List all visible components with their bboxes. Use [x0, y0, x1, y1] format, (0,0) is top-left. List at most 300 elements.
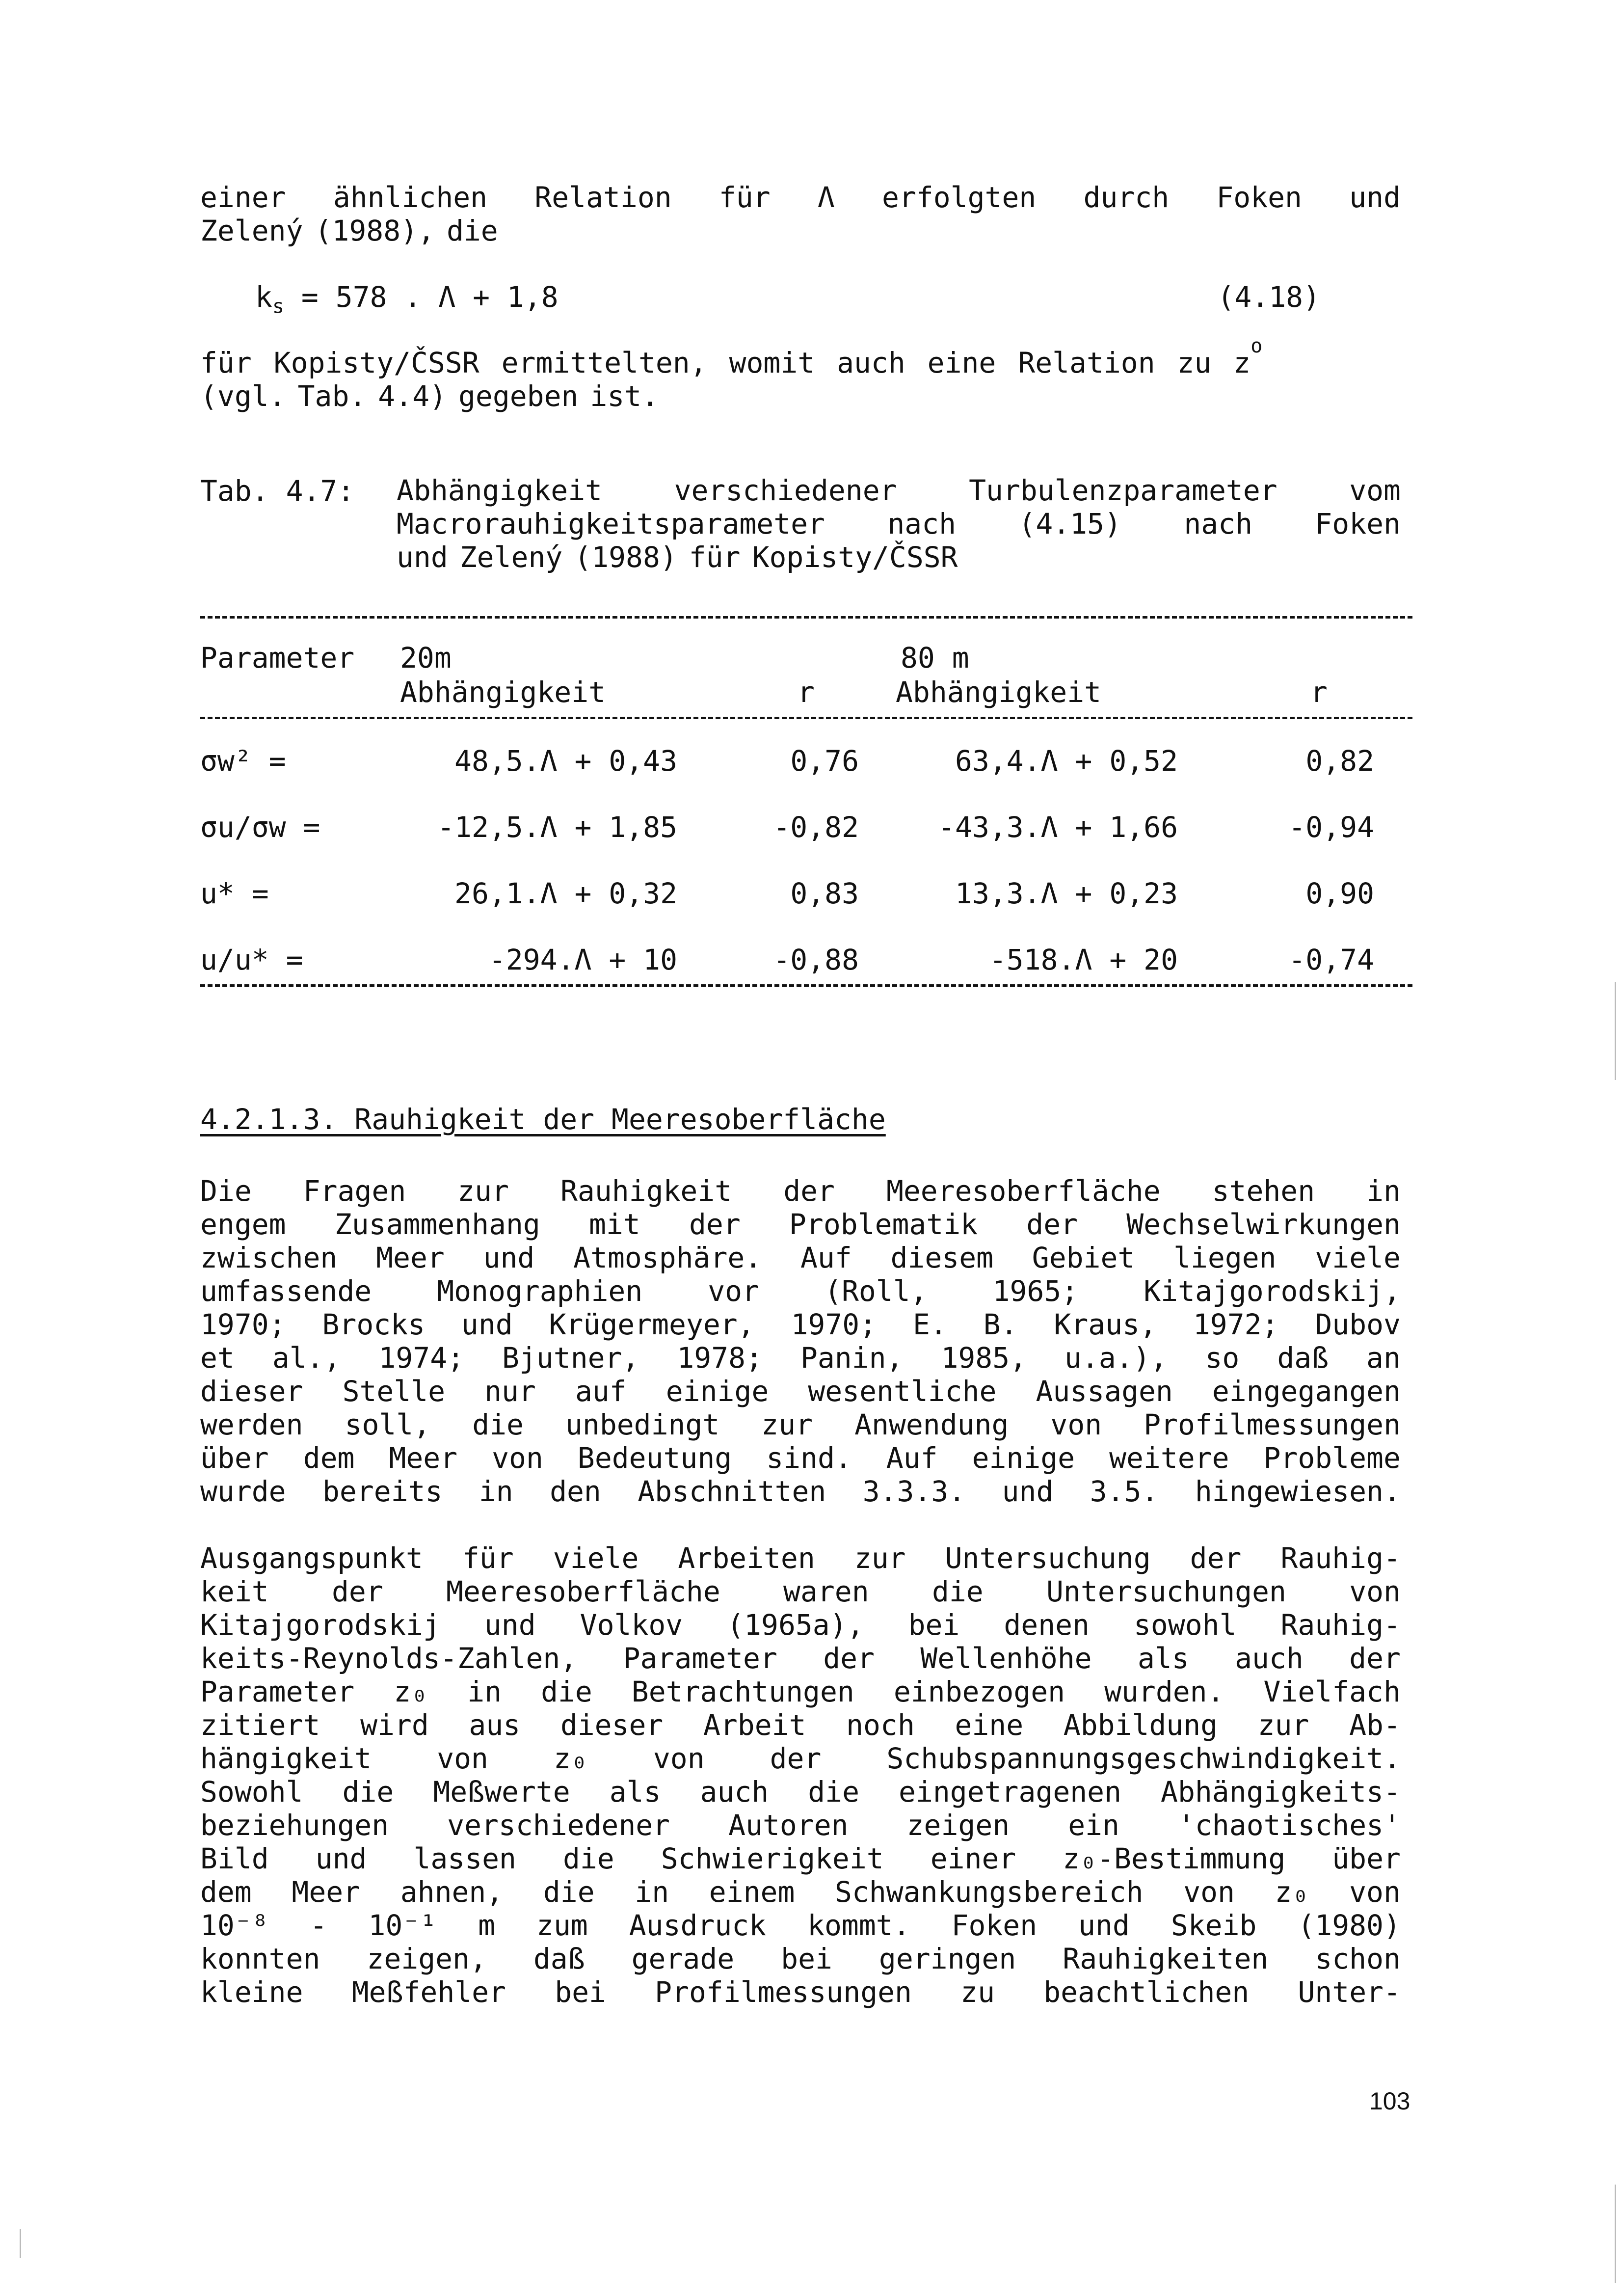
word: nach — [1184, 507, 1252, 540]
word: Arbeiten — [678, 1541, 815, 1575]
word: Meeresoberfläche — [886, 1174, 1161, 1208]
word: und — [315, 1842, 367, 1875]
word: hingewiesen. — [1195, 1475, 1401, 1508]
word: Rauhigkeiten — [1063, 1942, 1269, 1975]
word: durch — [1083, 181, 1170, 214]
word: einer — [930, 1842, 1016, 1875]
word: der — [331, 1575, 383, 1608]
word: Kopisty/ČSSR — [752, 540, 958, 574]
table-caption-text — [397, 474, 1412, 574]
table-cell-r20: 0,83 — [790, 877, 859, 910]
word: umfassende — [200, 1274, 372, 1308]
word: von — [1183, 1875, 1235, 1909]
word: vom — [1349, 474, 1401, 507]
word: Foken — [1216, 181, 1302, 214]
paragraph-2 — [200, 1541, 1412, 2009]
word: werden — [200, 1408, 303, 1441]
word: Fragen — [303, 1174, 406, 1208]
table-header-20m: 20m — [400, 641, 452, 675]
word: erfolgten — [882, 181, 1037, 214]
word: stehen — [1212, 1174, 1315, 1208]
word: bereits — [322, 1475, 443, 1508]
text-line — [397, 474, 1412, 507]
text-line — [200, 1708, 1412, 1742]
word: Parameter — [200, 1675, 355, 1708]
word: für — [689, 540, 741, 574]
word: keits-Reynolds-Zahlen, — [200, 1642, 578, 1675]
word: Λ — [817, 181, 835, 214]
word: in — [479, 1475, 513, 1508]
text-line — [200, 1742, 1412, 1775]
word: Kitajgorodskij, — [1144, 1274, 1401, 1308]
word: Relation — [534, 181, 672, 214]
word: Gebiet — [1032, 1241, 1135, 1274]
table-header-dep-80: Abhängigkeit — [896, 675, 1102, 709]
word: für — [718, 181, 771, 214]
text-line — [200, 1375, 1412, 1408]
word: und — [483, 1241, 535, 1274]
word: Volkov — [580, 1608, 683, 1642]
word: beziehungen — [200, 1809, 389, 1842]
text-line — [200, 1174, 1412, 1208]
word: über — [1332, 1842, 1401, 1875]
word: (Roll, — [825, 1274, 928, 1308]
word: Abhängigkeit — [397, 474, 603, 507]
word: z₀ — [1275, 1875, 1309, 1909]
word: vor — [708, 1274, 760, 1308]
word: liegen — [1173, 1241, 1277, 1274]
word: Arbeit — [703, 1708, 806, 1742]
word: einige — [665, 1375, 769, 1408]
word: Rauhig- — [1280, 1541, 1401, 1575]
table-cell-dep20: -12,5.Λ + 1,85 — [437, 810, 677, 844]
word: Parameter — [623, 1642, 777, 1675]
word: zur — [761, 1408, 813, 1441]
word: ein — [1068, 1809, 1119, 1842]
word: lassen — [413, 1842, 516, 1875]
word: Auf — [886, 1441, 938, 1475]
table-cell-dep80: -518.Λ + 20 — [989, 943, 1178, 976]
word: daß — [533, 1942, 585, 1975]
word: eingegangen — [1212, 1375, 1401, 1408]
word: Rauhigkeit — [560, 1174, 732, 1208]
intro-paragraph — [200, 181, 1412, 247]
word: Die — [200, 1174, 252, 1208]
table-cell-dep20: 26,1.Λ + 0,32 — [454, 877, 677, 910]
word: 1974; — [378, 1341, 465, 1375]
word: Auf — [800, 1241, 852, 1274]
text-line — [200, 1842, 1412, 1875]
word: zwischen — [200, 1241, 338, 1274]
word: als — [609, 1775, 661, 1809]
word: und — [397, 540, 448, 574]
word: wurden. — [1104, 1675, 1224, 1708]
word: Bedeutung — [577, 1441, 732, 1475]
word: Ausgangspunkt — [200, 1541, 423, 1575]
word: in — [467, 1675, 502, 1708]
word: 3.3.3. — [862, 1475, 966, 1508]
text-line — [200, 1809, 1412, 1842]
word: Problematik — [789, 1208, 978, 1241]
scan-edge-mark — [20, 2229, 21, 2258]
word: bei — [555, 1975, 606, 2009]
word: geringen — [878, 1942, 1016, 1975]
equation-rhs: = 578 . Λ + 1,8 — [284, 280, 559, 314]
word: nur — [484, 1375, 536, 1408]
word: B. — [983, 1308, 1018, 1341]
word: Ausdruck — [629, 1909, 767, 1942]
text-line — [200, 214, 1412, 247]
word: Meßfehler — [351, 1975, 506, 2009]
word: viele — [553, 1541, 639, 1575]
word: Betrachtungen — [631, 1675, 854, 1708]
word: Schwankungsbereich — [835, 1875, 1144, 1909]
table-cell-r80: -0,74 — [1288, 943, 1374, 976]
word: an — [1366, 1341, 1401, 1375]
word: hängigkeit — [200, 1742, 372, 1775]
word: wird — [360, 1708, 429, 1742]
word: Probleme — [1263, 1441, 1401, 1475]
word: nach — [887, 507, 957, 540]
table-cell-dep80: 63,4.Λ + 0,52 — [955, 744, 1178, 778]
word: Zelený — [459, 540, 563, 574]
word: u.a.), — [1064, 1341, 1168, 1375]
word: die — [472, 1408, 524, 1441]
text-line — [200, 1975, 1412, 2009]
text-line — [200, 1775, 1412, 1809]
table-cell-dep80: -43,3.Λ + 1,66 — [938, 810, 1178, 844]
word: beachtlichen — [1043, 1975, 1250, 2009]
text-line — [200, 181, 1412, 214]
text-line — [200, 1675, 1412, 1708]
equation-subscript: s — [272, 295, 285, 318]
word: zur — [457, 1174, 509, 1208]
word: Tab. — [297, 379, 367, 413]
word: z₀-Bestimmung — [1063, 1842, 1286, 1875]
word: Monographien — [437, 1274, 643, 1308]
word: diesem — [890, 1241, 994, 1274]
word: 1978; — [677, 1341, 763, 1375]
word: bei — [908, 1608, 960, 1642]
word: Profilmessungen — [655, 1975, 912, 2009]
word: einer — [200, 181, 286, 214]
text-fragment: für Kopisty/ČSSR ermittelten, womit auch eine Relation zu z — [200, 346, 1251, 379]
table-cell-r80: 0,82 — [1305, 744, 1374, 778]
text-line — [397, 540, 1412, 574]
word: Abhängigkeits- — [1161, 1775, 1401, 1809]
table-header-dep-20: Abhängigkeit — [400, 675, 606, 709]
word: Foken — [1315, 507, 1401, 540]
word: 'chaotisches' — [1178, 1809, 1401, 1842]
word: von — [1050, 1408, 1102, 1441]
word: soll, — [345, 1408, 431, 1441]
section-heading: 4.2.1.3. Rauhigkeit der Meeresoberfläche — [200, 1103, 886, 1136]
word: Krügermeyer, — [549, 1308, 755, 1341]
word: Meßwerte — [433, 1775, 570, 1809]
word: Zusammenhang — [334, 1208, 540, 1241]
word: und — [1002, 1475, 1054, 1508]
word: der — [770, 1742, 822, 1775]
table-cell-param: u* = — [200, 877, 269, 910]
word: in — [1366, 1174, 1401, 1208]
word: 1965; — [992, 1274, 1079, 1308]
word: die — [931, 1575, 984, 1608]
word: Meer — [389, 1441, 458, 1475]
word: den — [550, 1475, 601, 1508]
table-cell-r20: -0,88 — [773, 943, 859, 976]
word: die — [541, 1675, 592, 1708]
word: Skeib — [1171, 1909, 1257, 1942]
text-line — [200, 1341, 1412, 1375]
page-number: 103 — [1369, 2087, 1410, 2115]
table-cell-param: u/u* = — [200, 943, 303, 976]
word: weitere — [1109, 1441, 1229, 1475]
word: denen — [1004, 1608, 1090, 1642]
word: ahnen, — [400, 1875, 504, 1909]
word: zeigen — [906, 1809, 1010, 1842]
word: Zelený — [200, 214, 303, 247]
table-cell-param: σu/σw = — [200, 810, 320, 844]
word: von — [1349, 1575, 1401, 1608]
word: Kitajgorodskij — [200, 1608, 440, 1642]
text-line — [200, 379, 1412, 413]
word: ist. — [590, 379, 659, 413]
word: daß — [1277, 1341, 1329, 1375]
table-cell-dep80: 13,3.Λ + 0,23 — [955, 877, 1178, 910]
word: auch — [700, 1775, 769, 1809]
word: eingetragenen — [899, 1775, 1121, 1809]
word: zum — [536, 1909, 588, 1942]
word: Macrorauhigkeitsparameter — [397, 507, 825, 540]
word: zur — [854, 1541, 906, 1575]
word: Meeresoberfläche — [446, 1575, 720, 1608]
word: 10⁻¹ — [368, 1909, 437, 1942]
word: z₀ — [554, 1742, 588, 1775]
word: Stelle — [342, 1375, 446, 1408]
table-rule-bottom — [200, 984, 1412, 987]
word: wesentliche — [808, 1375, 997, 1408]
equation-number: (4.18) — [1217, 280, 1320, 314]
word: und — [1078, 1909, 1130, 1942]
text-line — [200, 1475, 1412, 1508]
equation-symbol: k — [255, 280, 272, 314]
text-line — [200, 335, 1412, 379]
word: noch — [846, 1708, 915, 1742]
word: konnten — [200, 1942, 320, 1975]
text-line — [200, 1875, 1412, 1909]
word: (1980) — [1298, 1909, 1401, 1942]
table-label: Tab. 4.7: — [200, 474, 355, 508]
word: und — [461, 1308, 513, 1341]
word: Atmosphäre. — [573, 1241, 762, 1274]
text-line — [200, 1608, 1412, 1642]
text-line — [200, 1541, 1412, 1575]
word: einige — [972, 1441, 1075, 1475]
word: mit — [589, 1208, 640, 1241]
word: auf — [575, 1375, 627, 1408]
word: einbezogen — [893, 1675, 1065, 1708]
table-cell-r80: -0,94 — [1288, 810, 1374, 844]
word: schon — [1315, 1942, 1401, 1975]
word: von — [653, 1742, 705, 1775]
word: Autoren — [728, 1809, 849, 1842]
word: der — [783, 1174, 835, 1208]
table-rule-header — [200, 717, 1412, 719]
word: die — [543, 1875, 595, 1909]
word: von — [437, 1742, 488, 1775]
word: die — [342, 1775, 394, 1809]
word: Foken — [951, 1909, 1038, 1942]
word: Anwendung — [854, 1408, 1009, 1441]
word: 10⁻⁸ — [200, 1909, 269, 1942]
word: (1965a), — [727, 1608, 864, 1642]
word: Abbildung — [1063, 1708, 1218, 1742]
word: dem — [200, 1875, 252, 1909]
word: der — [1349, 1642, 1401, 1675]
table-cell-r20: 0,76 — [790, 744, 859, 778]
text-line — [200, 1942, 1412, 1975]
word: bei — [781, 1942, 832, 1975]
equation-expression — [255, 280, 559, 318]
word: viele — [1315, 1241, 1401, 1274]
word: unbedingt — [565, 1408, 720, 1441]
table-cell-dep20: -294.Λ + 10 — [488, 943, 677, 976]
word: so — [1205, 1341, 1240, 1375]
word: waren — [783, 1575, 869, 1608]
word: Dubov — [1315, 1308, 1401, 1341]
word: wurde — [200, 1475, 286, 1508]
word: verschiedener — [674, 474, 897, 507]
word: E. — [912, 1308, 947, 1341]
word: auch — [1235, 1642, 1304, 1675]
word: Schubspannungsgeschwindigkeit. — [886, 1742, 1401, 1775]
table-header-r-80: r — [1310, 675, 1328, 709]
word: der — [1190, 1541, 1242, 1575]
word: zitiert — [200, 1708, 320, 1742]
word: Meer — [376, 1241, 445, 1274]
text-line — [200, 1308, 1412, 1341]
table-cell-r80: 0,90 — [1305, 877, 1374, 910]
subscript: o — [1251, 335, 1263, 357]
word: Panin, — [800, 1341, 904, 1375]
table-cell-r20: -0,82 — [773, 810, 859, 844]
text-line — [397, 507, 1412, 540]
word: zeigen, — [367, 1942, 487, 1975]
word: Untersuchungen — [1046, 1575, 1286, 1608]
word: dem — [303, 1441, 355, 1475]
word: (1988), — [315, 214, 435, 247]
word: Ab- — [1349, 1708, 1401, 1742]
word: dieser — [560, 1708, 664, 1742]
text-line — [200, 1909, 1412, 1942]
paragraph-1 — [200, 1174, 1412, 1508]
word: einem — [709, 1875, 795, 1909]
text-line — [200, 1241, 1412, 1274]
word: kleine — [200, 1975, 303, 2009]
word: kommt. — [807, 1909, 910, 1942]
scan-edge-mark — [1615, 982, 1616, 1080]
word: 1972; — [1193, 1308, 1279, 1341]
table-rule-top — [200, 616, 1412, 619]
word: Brocks — [322, 1308, 426, 1341]
word: et — [200, 1341, 235, 1375]
word: Meer — [292, 1875, 361, 1909]
table-header-r-20: r — [798, 675, 815, 709]
word: zur — [1257, 1708, 1309, 1742]
word: 3.5. — [1090, 1475, 1159, 1508]
word: für — [462, 1541, 514, 1575]
word: der — [1026, 1208, 1078, 1241]
text-line — [200, 1642, 1412, 1675]
word: 4.4) — [378, 379, 447, 413]
word: Unter- — [1298, 1975, 1401, 2009]
word: (vgl. — [200, 379, 286, 413]
text-line — [200, 1208, 1412, 1241]
word: Wellenhöhe — [920, 1642, 1092, 1675]
table-header-80m: 80 m — [901, 641, 969, 675]
scan-edge-mark — [1615, 2185, 1616, 2283]
word: Abschnitten — [638, 1475, 826, 1508]
word: Rauhig- — [1280, 1608, 1401, 1642]
text-line — [200, 1408, 1412, 1441]
word: von — [492, 1441, 543, 1475]
word: zu — [960, 1975, 995, 2009]
equation-4-18 — [255, 280, 1320, 318]
word: Bjutner, — [502, 1341, 639, 1375]
word: Turbulenzparameter — [969, 474, 1277, 507]
word: als — [1137, 1642, 1189, 1675]
word: (4.15) — [1018, 507, 1121, 540]
word: 1970; — [200, 1308, 286, 1341]
table-header-parameter: Parameter — [200, 641, 355, 675]
word: z₀ — [394, 1675, 428, 1708]
word: eine — [955, 1708, 1024, 1742]
word: die — [562, 1842, 614, 1875]
after-formula-paragraph — [200, 335, 1412, 413]
word: 1970; — [791, 1308, 877, 1341]
word: und — [484, 1608, 536, 1642]
word: Kraus, — [1054, 1308, 1157, 1341]
word: die — [808, 1775, 860, 1809]
word: sowohl — [1133, 1608, 1237, 1642]
word: engem — [200, 1208, 286, 1241]
word: verschiedener — [447, 1809, 670, 1842]
word: aus — [469, 1708, 521, 1742]
word: Aussagen — [1036, 1375, 1173, 1408]
word: - — [310, 1909, 327, 1942]
word: (1988) — [574, 540, 677, 574]
text-line — [200, 1441, 1412, 1475]
text-line — [200, 1575, 1412, 1608]
word: und — [1349, 181, 1401, 214]
word: Untersuchung — [945, 1541, 1151, 1575]
text-line — [200, 1274, 1412, 1308]
word: Schwierigkeit — [661, 1842, 884, 1875]
word: Profilmessungen — [1144, 1408, 1401, 1441]
word: der — [689, 1208, 741, 1241]
word: m — [478, 1909, 496, 1942]
word: al., — [272, 1341, 341, 1375]
word: die — [446, 214, 498, 247]
word: Sowohl — [200, 1775, 303, 1809]
word: gegeben — [458, 379, 579, 413]
table-cell-param: σw² = — [200, 744, 286, 778]
word: in — [635, 1875, 669, 1909]
word: über — [200, 1441, 269, 1475]
word: gerade — [631, 1942, 735, 1975]
word: Bild — [200, 1842, 269, 1875]
table-cell-dep20: 48,5.Λ + 0,43 — [454, 744, 677, 778]
